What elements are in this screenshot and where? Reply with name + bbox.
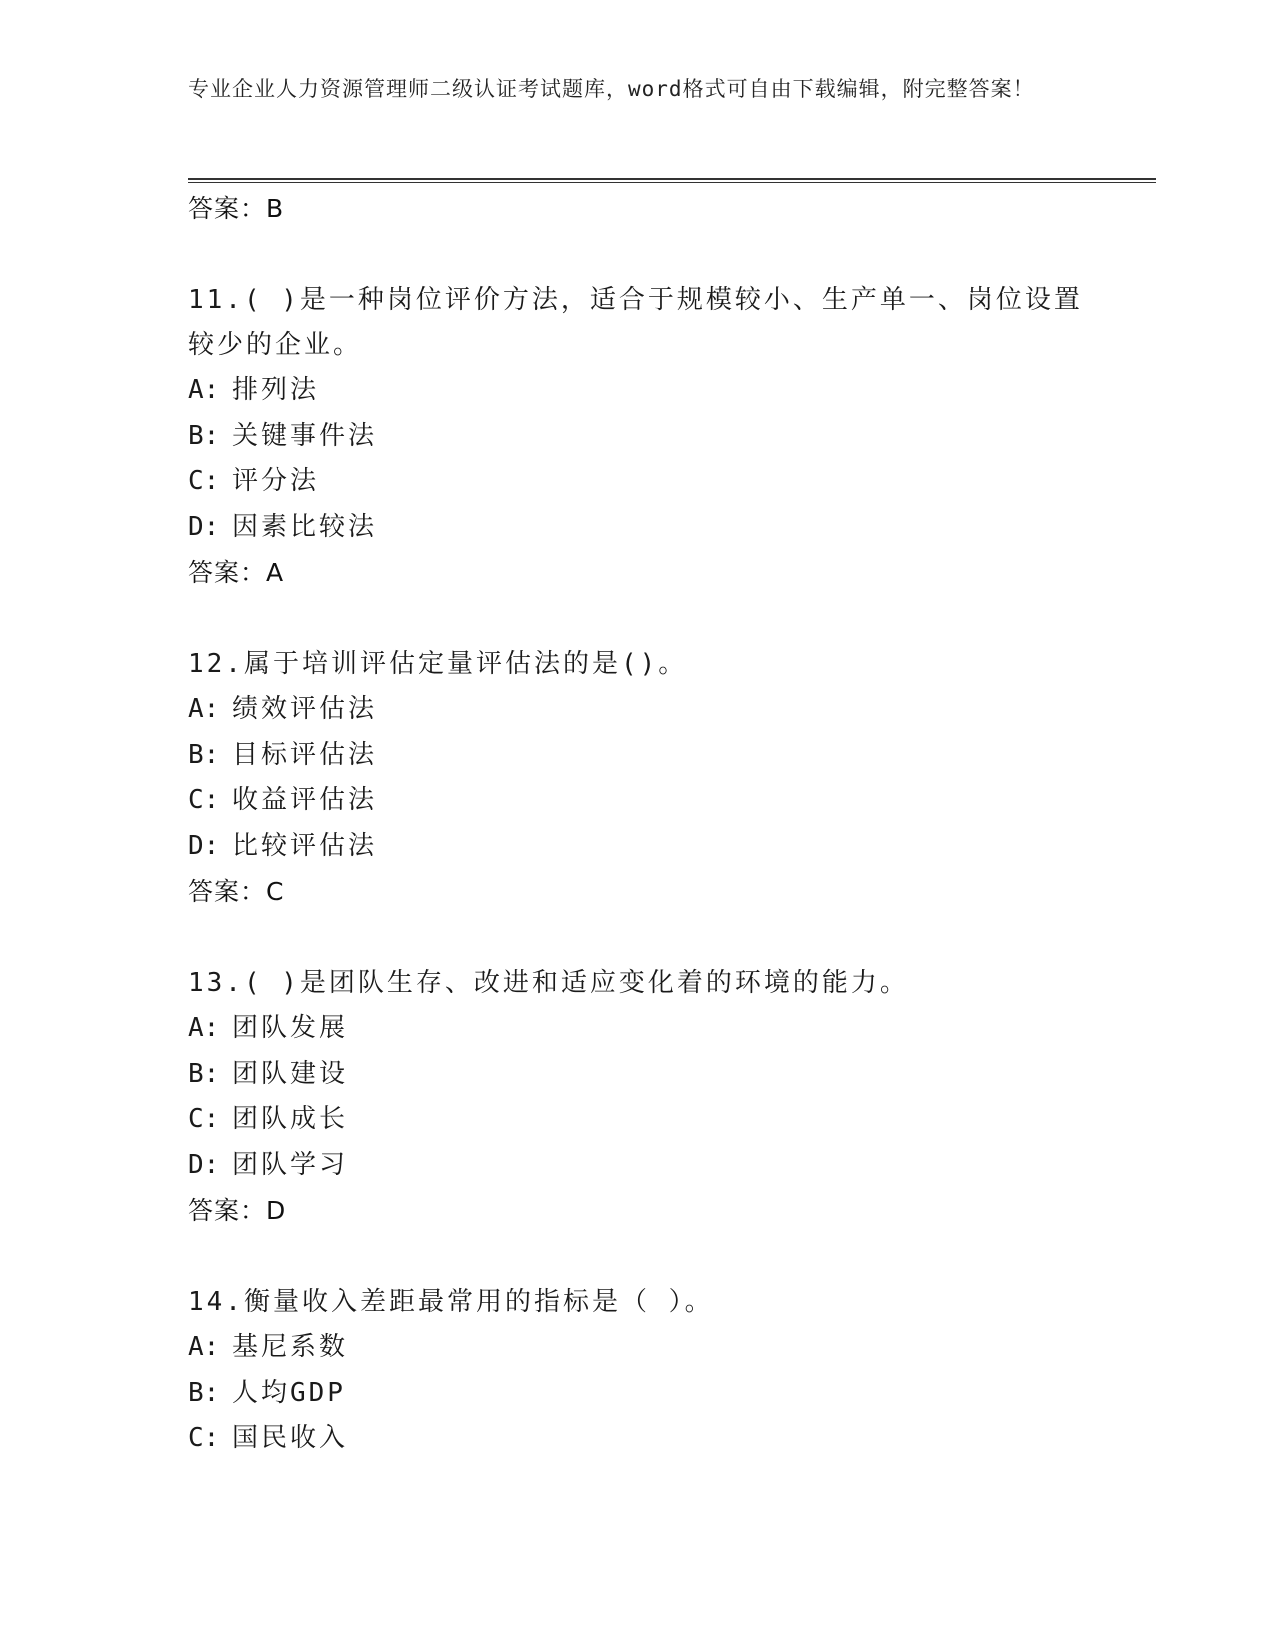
option-text: 收益评估法 bbox=[232, 785, 378, 815]
option-text: 团队建设 bbox=[232, 1058, 349, 1089]
option-key: B: bbox=[188, 739, 220, 770]
option-b bbox=[188, 1371, 1088, 1417]
option-a bbox=[188, 687, 1088, 733]
option-key: D: bbox=[188, 1149, 220, 1180]
option-a bbox=[188, 368, 1088, 414]
option-key: A: bbox=[188, 1013, 220, 1043]
option-text: 绩效评估法 bbox=[232, 694, 378, 724]
question-11 bbox=[188, 278, 1088, 595]
option-b bbox=[188, 414, 1088, 460]
option-key: C: bbox=[188, 466, 220, 496]
option-c bbox=[188, 1097, 1088, 1143]
option-a bbox=[188, 1325, 1088, 1371]
option-text: 人均GDP bbox=[232, 1377, 346, 1408]
option-c bbox=[188, 778, 1088, 824]
option-key: C: bbox=[188, 785, 220, 815]
question-12 bbox=[188, 642, 1088, 914]
option-key: A: bbox=[188, 375, 220, 405]
option-text: 评分法 bbox=[232, 466, 320, 496]
option-key: B: bbox=[188, 420, 220, 451]
question-stem: 12.属于培训评估定量评估法的是()。 bbox=[188, 649, 688, 679]
option-d bbox=[188, 1143, 1088, 1189]
option-text: 目标评估法 bbox=[232, 739, 378, 770]
answer-line: 答案：C bbox=[188, 877, 285, 906]
answer-line: 答案：A bbox=[188, 558, 285, 587]
question-14 bbox=[188, 1280, 1088, 1462]
option-key: B: bbox=[188, 1058, 220, 1089]
option-d bbox=[188, 505, 1088, 551]
option-b bbox=[188, 733, 1088, 779]
option-text: 国民收入 bbox=[232, 1423, 349, 1453]
option-key: A: bbox=[188, 1332, 220, 1362]
option-text: 团队发展 bbox=[232, 1013, 349, 1043]
question-stem: 11.( )是一种岗位评价方法，适合于规模较小、生产单一、岗位设置较少的企业。 bbox=[188, 285, 1083, 360]
option-text: 比较评估法 bbox=[232, 830, 378, 861]
option-key: C: bbox=[188, 1423, 220, 1453]
option-b bbox=[188, 1052, 1088, 1098]
option-key: A: bbox=[188, 694, 220, 724]
document-header: 专业企业人力资源管理师二级认证考试题库，word格式可自由下载编辑，附完整答案！ bbox=[188, 77, 1035, 101]
option-text: 排列法 bbox=[232, 375, 320, 405]
question-stem: 13.( )是团队生存、改进和适应变化着的环境的能力。 bbox=[188, 968, 909, 998]
option-key: C: bbox=[188, 1104, 220, 1134]
question-13 bbox=[188, 961, 1088, 1233]
option-text: 基尼系数 bbox=[232, 1332, 349, 1362]
option-text: 团队学习 bbox=[232, 1149, 349, 1180]
option-key: D: bbox=[188, 830, 220, 861]
option-d bbox=[188, 824, 1088, 870]
option-text: 关键事件法 bbox=[232, 420, 378, 451]
option-a bbox=[188, 1006, 1088, 1052]
previous-answer: 答案：B bbox=[188, 194, 285, 223]
header-divider bbox=[188, 178, 1156, 183]
option-c bbox=[188, 1416, 1088, 1462]
option-key: B: bbox=[188, 1377, 220, 1408]
answer-line: 答案：D bbox=[188, 1196, 287, 1225]
option-text: 因素比较法 bbox=[232, 511, 378, 542]
option-text: 团队成长 bbox=[232, 1104, 349, 1134]
document-content bbox=[188, 186, 1088, 1462]
option-c bbox=[188, 459, 1088, 505]
question-stem: 14.衡量收入差距最常用的指标是（ ）。 bbox=[188, 1287, 714, 1317]
option-key: D: bbox=[188, 511, 220, 542]
